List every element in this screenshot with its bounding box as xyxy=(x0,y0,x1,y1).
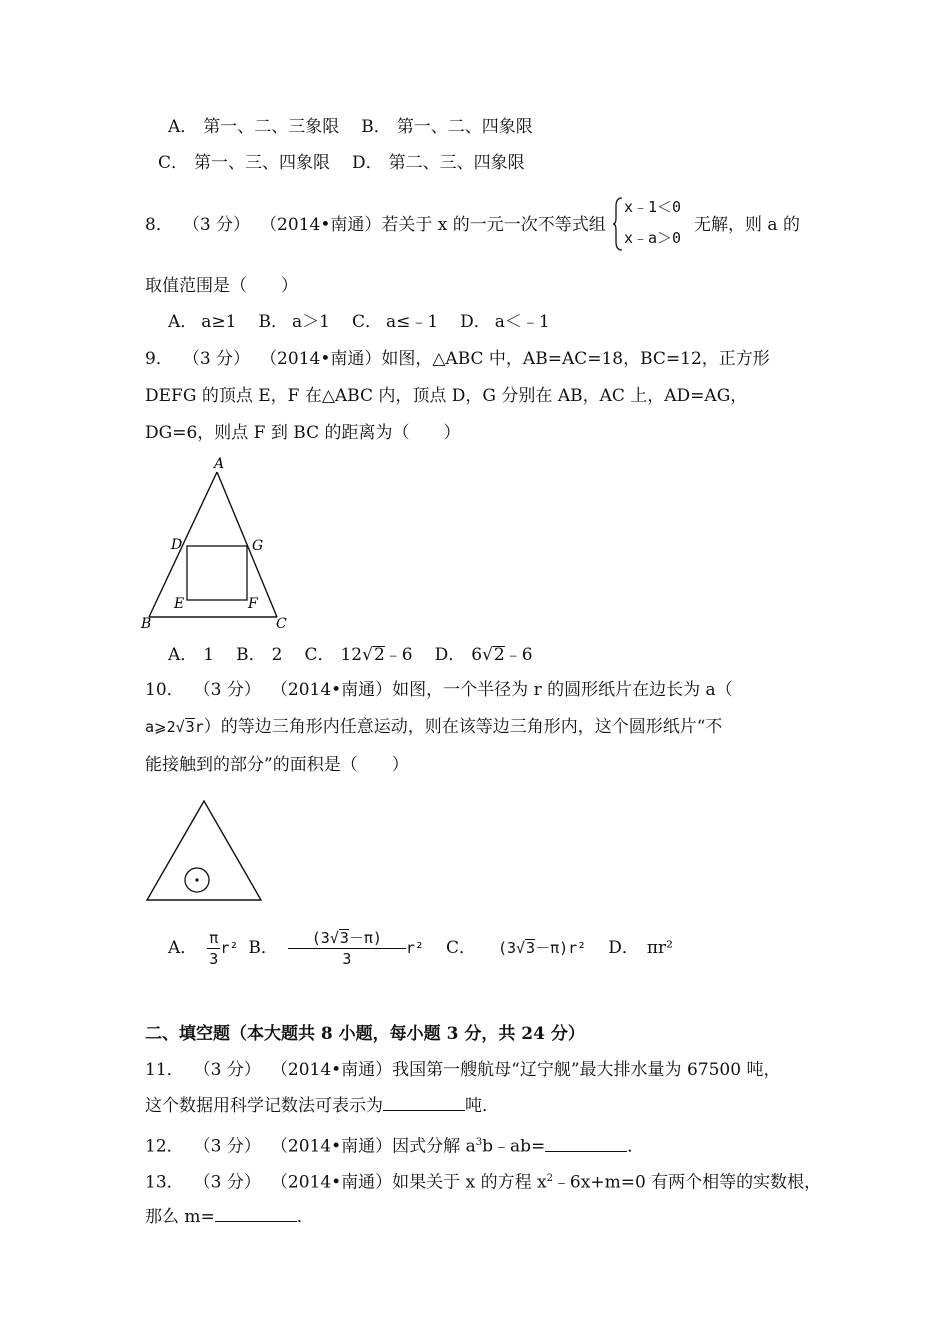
q8-option-a-text: a≥1 xyxy=(201,312,237,332)
q12-post: b﹣ab= xyxy=(482,1136,546,1157)
q11-source: （2014•南通） xyxy=(270,1060,393,1080)
q9-label-g: G xyxy=(252,538,264,554)
q9-option-c-label: C． xyxy=(304,645,335,665)
q8-stem-b: 无解，则 a 的 xyxy=(694,215,800,235)
q11-stem-line1 xyxy=(145,1058,780,1082)
q10-option-b-num-pre: (3 xyxy=(311,929,330,947)
q10-option-c-sqrt-icon: √ xyxy=(516,939,526,957)
q8-source: （2014•南通） xyxy=(260,215,382,235)
q9-score: （3 分） xyxy=(182,349,251,369)
q10-option-a-tail: r² xyxy=(220,939,239,957)
q13-pre: 如果关于 x 的方程 x xyxy=(392,1172,547,1193)
q10-option-c-post: －π) xyxy=(535,939,569,957)
q8-inequality-2: x﹣a＞0 xyxy=(624,229,682,247)
q10-option-b-radicand: 3 xyxy=(339,929,349,947)
q11-line2-pre: 这个数据用科学记数法可表示为 xyxy=(145,1096,383,1116)
q13-stem-line2 xyxy=(145,1205,314,1229)
q11-line2-post: 吨． xyxy=(465,1096,499,1116)
q10-option-d-text: πr² xyxy=(646,938,673,958)
q12-answer-blank[interactable] xyxy=(545,1135,627,1152)
q9-option-c-pre: 12 xyxy=(340,645,363,665)
q7-option-c-text: 第一、三、四象限 xyxy=(194,153,331,173)
q10-option-d-label: D． xyxy=(608,938,639,958)
section-2-title: 二、填空题（本大题共 8 小题，每小题 3 分，共 24 分） xyxy=(145,1024,585,1044)
q9-number: 9． xyxy=(145,349,173,369)
q7-option-a-text: 第一、二、三象限 xyxy=(203,117,340,137)
q12-stem xyxy=(145,1131,644,1159)
q10-cond-post: r xyxy=(194,718,204,736)
q11-number: 11． xyxy=(145,1060,184,1080)
q9-option-a-label: A． xyxy=(168,645,198,665)
q10-number: 10． xyxy=(145,680,184,700)
q10-option-b-num-post: －π) xyxy=(348,929,382,947)
q9-source: （2014•南通） xyxy=(260,349,382,369)
q10-option-a-num: π xyxy=(209,929,219,947)
q10-circle-center xyxy=(195,878,198,881)
q11-answer-blank[interactable] xyxy=(383,1094,465,1111)
q9-option-c-sqrt-icon: √ xyxy=(362,645,373,665)
q9-option-d-radicand: 2 xyxy=(493,645,505,665)
q8-option-c-label: C． xyxy=(351,312,382,332)
q8-option-b-label: B． xyxy=(258,312,288,332)
q9-option-c-post: ﹣6 xyxy=(384,645,413,665)
q11-stem-line2 xyxy=(145,1094,499,1118)
q9-stem-line2: DEFG 的顶点 E，F 在△ABC 内，顶点 D，G 分别在 AB，AC 上，AD=AG， xyxy=(145,386,748,406)
q7-option-d-text: 第二、三、四象限 xyxy=(388,153,525,173)
q10-cond-radicand: 3 xyxy=(185,718,195,736)
q10-option-c-radicand: 3 xyxy=(526,939,536,957)
q12-score: （3 分） xyxy=(193,1136,261,1157)
q9-option-b-label: B． xyxy=(236,645,266,665)
q9-option-b-text: 2 xyxy=(271,645,283,665)
q9-label-a: A xyxy=(214,456,225,472)
q10-stem-line1 xyxy=(145,678,733,702)
q9-option-a-text: 1 xyxy=(203,645,215,665)
q12-pre: 因式分解 a xyxy=(392,1136,476,1157)
q10-option-a-den: 3 xyxy=(209,950,219,968)
q9-stem-line3: DG=6，则点 F 到 BC 的距离为（ ） xyxy=(145,423,461,443)
q7-option-d-label: D． xyxy=(352,153,383,173)
q10-stem-line2 xyxy=(145,715,722,739)
q10-source: （2014•南通） xyxy=(270,680,393,700)
q9-label-c: C xyxy=(276,616,287,632)
q10-cond-pre: a⩾2 xyxy=(145,718,176,736)
q13-answer-blank[interactable] xyxy=(215,1205,297,1222)
q9-label-e: E xyxy=(174,596,185,612)
q7-option-b-label: B． xyxy=(361,117,391,137)
q13-score: （3 分） xyxy=(193,1172,261,1193)
q9-square-defg xyxy=(187,546,247,600)
q10-stem-line3: 能接触到的部分”的面积是（ ） xyxy=(145,755,409,775)
q11-score: （3 分） xyxy=(193,1060,261,1080)
q9-option-d-pre: 6 xyxy=(471,645,483,665)
q8-option-a-label: A． xyxy=(168,312,198,332)
q13-number: 13． xyxy=(145,1172,184,1193)
q8-option-b-text: a＞1 xyxy=(291,312,330,332)
q7-option-a-label: A． xyxy=(168,117,198,137)
q9-option-d-label: D． xyxy=(434,645,466,665)
q10-option-c-label: C． xyxy=(445,938,476,958)
q8-stem-c: 取值范围是（ ） xyxy=(145,276,298,296)
q12-sup: 3 xyxy=(475,1137,483,1148)
q13-sup: 2 xyxy=(546,1173,553,1184)
q11-line1: 我国第一艘航母“辽宁舰”最大排水量为 67500 吨， xyxy=(392,1060,781,1080)
q8-score: （3 分） xyxy=(182,215,251,235)
q8-option-d-text: a＜﹣1 xyxy=(494,312,550,332)
q7-options-row1 xyxy=(168,115,533,139)
q10-option-b-sqrt-icon: √ xyxy=(329,929,339,947)
q9-figure xyxy=(138,452,298,634)
q8-options xyxy=(168,310,550,334)
q7-option-c-label: C． xyxy=(158,153,189,173)
q10-figure xyxy=(142,796,268,906)
q10-option-c-tail: r² xyxy=(568,939,587,957)
q8-stem-a: 若关于 x 的一元一次不等式组 xyxy=(381,215,606,235)
q12-end: ． xyxy=(627,1136,645,1157)
q8-brace-icon xyxy=(612,196,624,252)
q10-cond-sqrt-icon: √ xyxy=(175,718,185,736)
q13-line2-end: ． xyxy=(296,1207,314,1227)
q10-line2: ）的等边三角形内任意运动，则在该等边三角形内，这个圆形纸片“不 xyxy=(203,717,723,737)
q7-option-b-text: 第一、二、四象限 xyxy=(396,117,533,137)
q9-line1: 如图，△ABC 中，AB=AC=18，BC=12，正方形 xyxy=(381,349,770,369)
q8-option-d-label: D． xyxy=(460,312,491,332)
q13-line2-pre: 那么 m= xyxy=(145,1207,215,1227)
q10-option-c-pre: (3 xyxy=(497,939,517,957)
q9-option-c-radicand: 2 xyxy=(373,645,385,665)
q12-number: 12． xyxy=(145,1136,184,1157)
q10-option-b-label: B． xyxy=(248,938,278,958)
q8-stem-line1 xyxy=(145,213,606,237)
q8-option-c-text: a≤﹣1 xyxy=(385,312,439,332)
q13-stem-line1 xyxy=(145,1167,821,1195)
q13-post: ﹣6x+m=0 有两个相等的实数根， xyxy=(552,1172,822,1193)
q9-options xyxy=(168,643,533,667)
q10-score: （3 分） xyxy=(193,680,261,700)
q12-source: （2014•南通） xyxy=(270,1136,393,1157)
q9-label-d: D xyxy=(171,537,183,553)
q8-number: 8． xyxy=(145,215,173,235)
q10-option-a-fraction xyxy=(207,928,220,969)
q13-source: （2014•南通） xyxy=(270,1172,393,1193)
q9-option-d-post: ﹣6 xyxy=(504,645,533,665)
q10-options xyxy=(168,924,673,972)
q9-option-d-sqrt-icon: √ xyxy=(482,645,493,665)
q10-option-b-den: 3 xyxy=(342,950,352,968)
q8-inequality-1: x﹣1＜0 xyxy=(624,198,682,216)
q9-label-f: F xyxy=(248,596,258,612)
q9-stem-line1 xyxy=(145,347,770,371)
q10-option-b-fraction xyxy=(288,928,406,969)
q10-option-a-label: A． xyxy=(168,938,198,958)
q10-equilateral-triangle xyxy=(147,801,261,900)
q10-line1: 如图，一个半径为 r 的圆形纸片在边长为 a（ xyxy=(392,680,733,700)
q7-options-row2 xyxy=(158,151,525,175)
q9-label-b: B xyxy=(141,616,152,632)
q10-option-b-numerator xyxy=(288,928,406,949)
q10-option-b-tail: r² xyxy=(405,939,424,957)
